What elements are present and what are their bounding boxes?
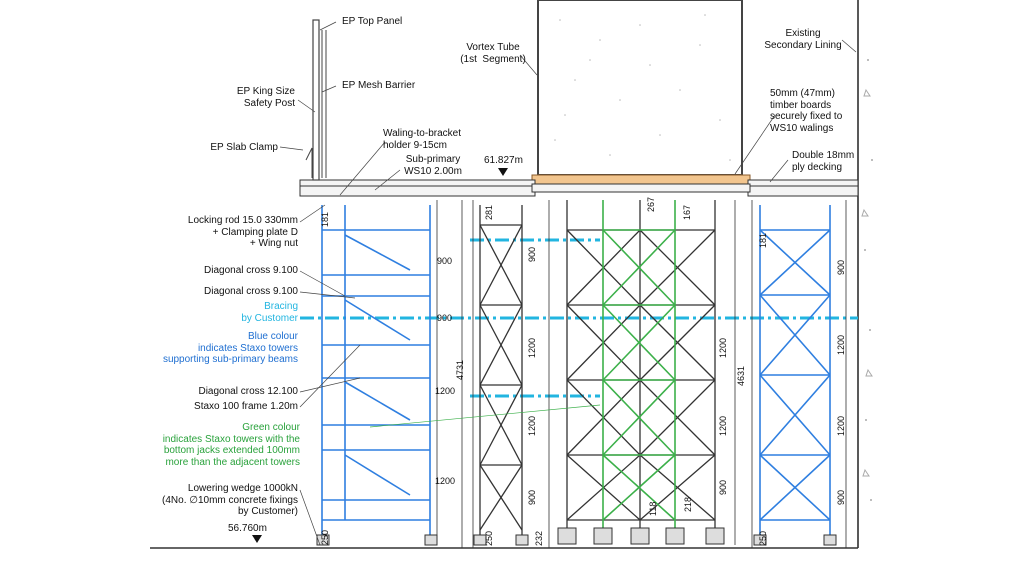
label-existing-lining: Existing Secondary Lining: [764, 28, 842, 51]
dim-900-mid-a: 900: [527, 246, 537, 262]
label-sub-primary: Sub-primary WS10 2.00m: [404, 154, 462, 177]
label-elevation-bottom: 56.760m: [228, 523, 267, 534]
dim-181-right: 181: [758, 232, 768, 248]
label-bracing: Bracing by Customer: [241, 301, 298, 324]
label-waling-holder: Waling-to-bracket holder 9-15cm: [383, 128, 461, 151]
label-ep-mesh-barrier: EP Mesh Barrier: [342, 80, 416, 91]
dim-281: 281: [484, 204, 494, 220]
dim-181-left: 181: [320, 211, 330, 227]
staxo-tower-green: [603, 200, 675, 535]
dim-4631: 4631: [736, 365, 746, 386]
dim-1200-mid-b: 1200: [527, 415, 537, 436]
dim-250-left: 250: [320, 529, 330, 545]
label-ply-decking: Double 18mm ply decking: [792, 150, 855, 173]
label-diag-cross-2: Diagonal cross 9.100: [204, 286, 298, 297]
dim-1200-center-a: 1200: [718, 337, 728, 358]
timber-boards: [532, 175, 750, 184]
dim-900-left-a: 900: [437, 256, 453, 266]
dim-250-right: 250: [758, 530, 768, 546]
dim-218: 218: [683, 496, 693, 512]
label-diag-cross-12: Diagonal cross 12.100: [198, 386, 298, 397]
staxo-tower-black-middle: [480, 205, 522, 540]
label-vortex-tube: Vortex Tube (1st Segment): [460, 42, 526, 65]
dim-1200-mid-a: 1200: [527, 337, 537, 358]
dim-900-mid-b: 900: [527, 489, 537, 505]
dim-900-left-b: 900: [437, 313, 453, 323]
dim-1200-left-b: 1200: [435, 476, 456, 486]
elevation-marker-top: [498, 168, 508, 176]
dim-167: 167: [682, 204, 692, 220]
label-locking-rod: Locking rod 15.0 330mm + Clamping plate D + Wing nut: [187, 215, 298, 249]
dim-900-right-a: 900: [836, 259, 846, 275]
vortex-tube: [538, 0, 742, 175]
label-diag-cross-1: Diagonal cross 9.100: [204, 265, 298, 276]
label-green-note: Green colour indicates Staxo towers with the bottom jacks extended 100mm more than the adjacent towers: [162, 422, 300, 468]
dim-267: 267: [646, 196, 656, 212]
label-blue-note: Blue colour indicates Staxo towers supporting sub-primary beams: [162, 331, 298, 365]
existing-secondary-lining: [858, 0, 873, 548]
dim-1200-right-b: 1200: [836, 415, 846, 436]
dim-1200-left-a: 1200: [435, 386, 456, 396]
elevation-marker-bottom: [252, 535, 262, 543]
dim-1200-right-a: 1200: [836, 334, 846, 355]
dim-900-center: 900: [718, 479, 728, 495]
dim-250-mid: 250: [484, 530, 494, 546]
staxo-tower-blue-right: [760, 205, 830, 540]
label-ep-top-panel: EP Top Panel: [342, 16, 403, 27]
dim-4731: 4731: [455, 359, 465, 380]
dim-232: 232: [534, 530, 544, 546]
label-ep-slab-clamp: EP Slab Clamp: [210, 142, 278, 153]
staxo-tower-blue-left: [322, 205, 430, 540]
label-lowering-wedge: Lowering wedge 1000kN (4No. ∅10mm concrete fixings by Customer): [162, 483, 298, 517]
edge-protection-post: [306, 20, 326, 180]
dim-900-right-b: 900: [836, 489, 846, 505]
label-timber-boards: 50mm (47mm) timber boards securely fixed to WS10 walings: [770, 88, 843, 134]
dim-118: 118: [648, 501, 658, 516]
label-elevation-top: 61.827m: [484, 155, 523, 166]
label-ep-king-size-post: EP King Size Safety Post: [236, 86, 295, 109]
label-staxo-frame: Staxo 100 frame 1.20m: [194, 401, 298, 412]
dim-1200-center-b: 1200: [718, 415, 728, 436]
